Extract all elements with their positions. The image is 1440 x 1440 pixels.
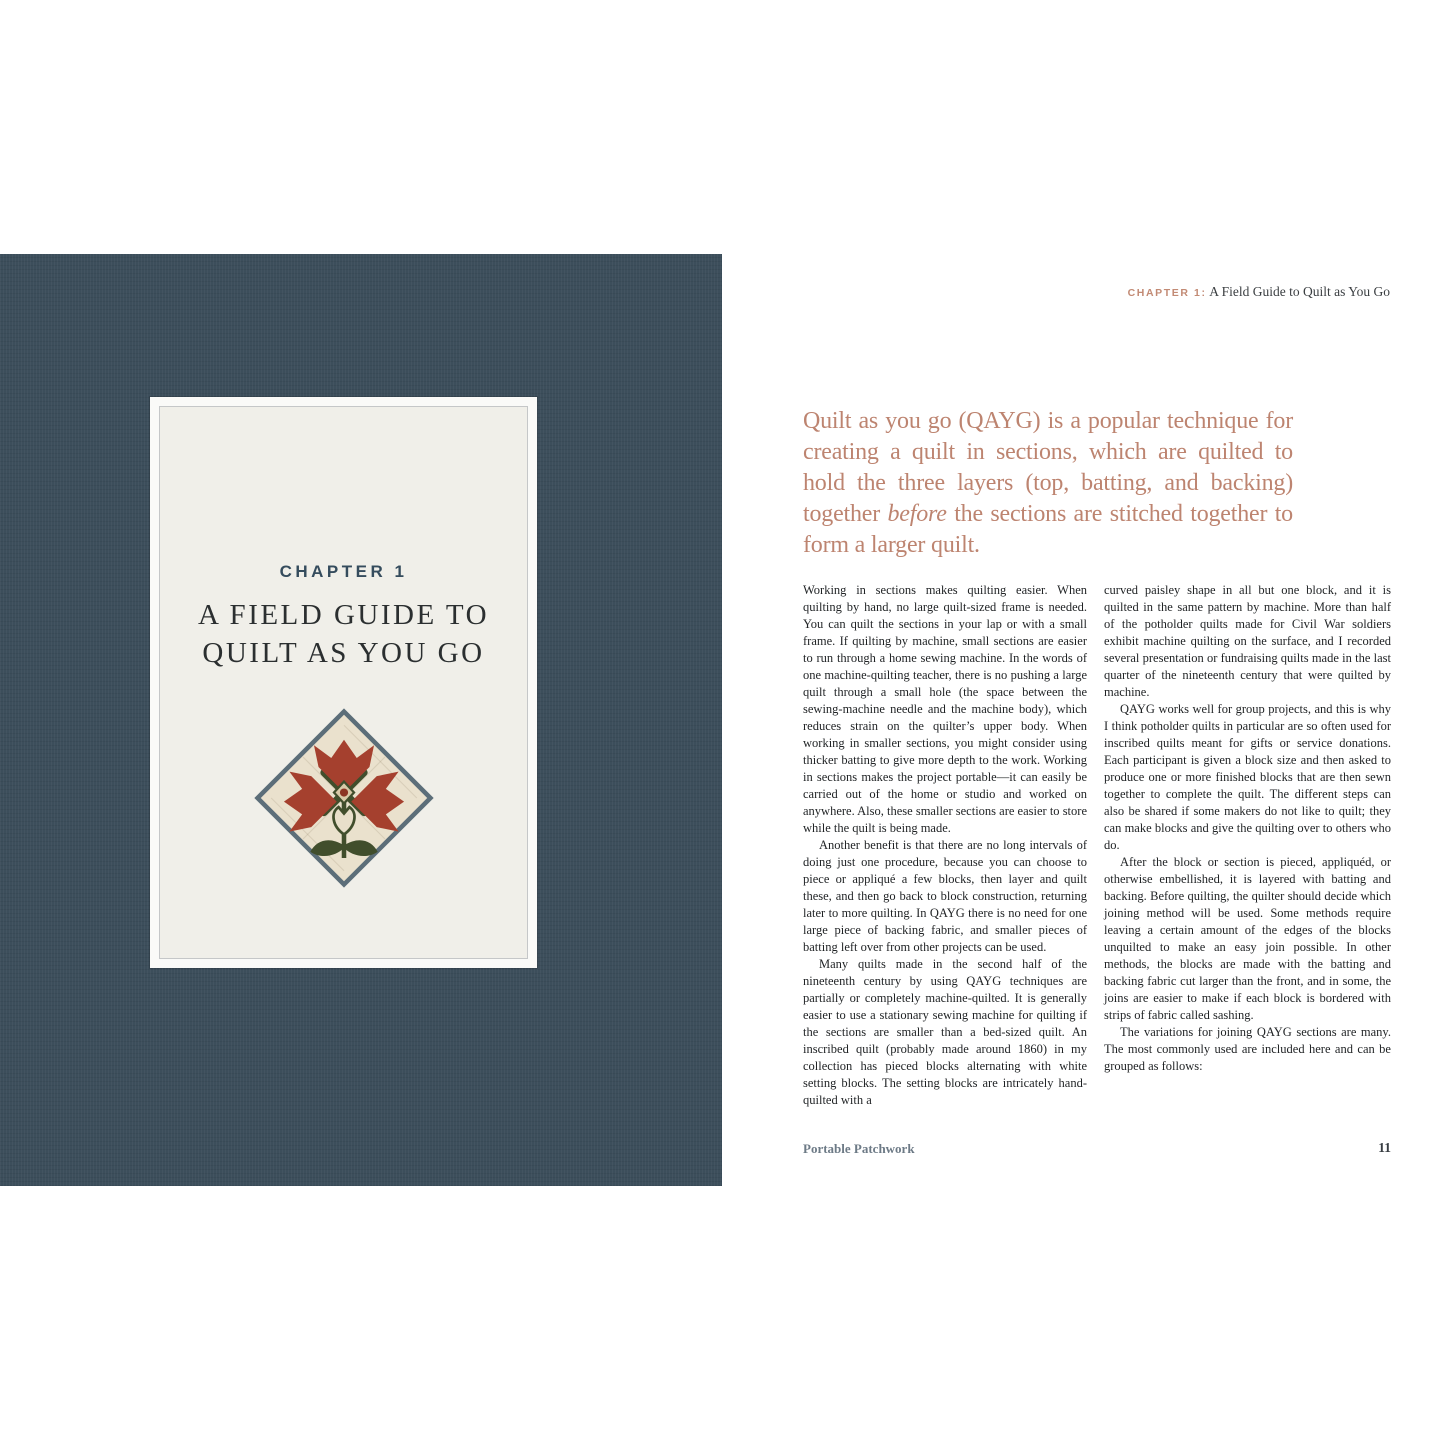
paragraph: QAYG works well for group projects, and this is why I think potholder quilts in particular are so often used for inscribed quilts meant for gifts or service donations. Each participant is given a block size and then asked to produce one or more finished blocks that are then sewn together to complete the quilt. The different steps can also be shared if some makers do not like to quilt; they can make blocks and give the quilting over to others who do. [1104, 702, 1391, 852]
footer-book-title: Portable Patchwork [803, 1141, 915, 1156]
paragraph: Another benefit is that there are no long intervals of doing just one procedure, because you can choose to piece or appliqué a few blocks, then layer and quilt these, and then go back to block construction, returning later to more quilting. In QAYG there is no need for one large piece of backing fabric, and smaller pieces of batting left over from other projects can be used. [803, 838, 1087, 954]
paragraph: Many quilts made in the second half of the nineteenth century by using QAYG techniques are partially or completely machine-quilted. It is generally easier to use a stationary sewing machine for quilting if the sections are smaller than a bed-sized quilt. An inscribed quilt (probably made around 1860) in my collection has pieced blocks alternating with white setting blocks. The setting blocks are intricately hand-quilted with a [803, 957, 1087, 1107]
intro-part1: Quilt as you go (QAYG) is a popular technique for creating a quilt in sections, which are quilted to hold the three layers (top, batting, and backing) together [803, 408, 1293, 527]
chapter-label: CHAPTER 1 [279, 562, 408, 581]
chapter-title-panel [150, 397, 537, 968]
quilt-block-illustration [253, 707, 435, 894]
footer-page-number: 11 [1378, 1140, 1391, 1155]
paragraph: Working in sections makes quilting easier. When quilting by hand, no large quilt-sized frame is needed. You can quilt the sections in your lap or with a small frame. If quilting by machine, small sections are easier to run through a home sewing machine. In the words of one machine-quilting teacher, there is no pushing a large quilt through a small hole (the space between the sewing-machine needle and the machine body), which reduces strain on the quilter’s upper body. When working in smaller sections, you might consider using thicker batting to give more depth to the work. Working in sections makes the project portable—it can easily be carried out of the home or studio and worked on anywhere. Also, these smaller sections are easier to store while the quilt is being made. [803, 583, 1087, 835]
body-column-left [803, 582, 1087, 1109]
paragraph: After the block or section is pieced, appliquéd, or otherwise embellished, it is layered with batting and backing. Before quilting, the quilter should decide which joining method will be used. Some methods require leaving a certain amount of the edges of the blocks unquilted to make an easy join possible. In other methods, the blocks are made with the batting and backing fabric cut larger than the front, and in some, the joins are easier to make if each block is bordered with strips of fabric called sashing. [1104, 855, 1391, 1022]
chapter-title-line1: A FIELD GUIDE TO [197, 599, 490, 631]
intro-part2: the sections are stitched together to form a larger quilt. [803, 501, 1293, 558]
intro-paragraph [803, 406, 1293, 561]
paragraph: curved paisley shape in all but one block, and it is quilted in the same pattern by machine. More than half of the potholder quilts made for Civil War soldiers exhibit machine quilting on the surface, and I recorded several presentation or fundraising quilts made in the last quarter of the nineteenth century that were quilted by machine. [1104, 583, 1391, 699]
running-header-chapter: CHAPTER 1: [1127, 287, 1207, 299]
paragraph: The variations for joining QAYG sections are many. The most commonly used are included here and can be grouped as follows: [1104, 1025, 1391, 1073]
intro-italic-word: before [887, 501, 947, 527]
running-header [803, 283, 1390, 301]
chapter-title [198, 596, 489, 673]
center-dot [339, 788, 347, 796]
chapter-title-line2: QUILT AS YOU GO [202, 637, 485, 670]
carolina-lily-quilt-block-icon [253, 707, 435, 889]
running-header-title: A Field Guide to Quilt as You Go [1206, 284, 1390, 299]
body-column-right [1104, 582, 1391, 1075]
left-page-cover [0, 254, 722, 1186]
